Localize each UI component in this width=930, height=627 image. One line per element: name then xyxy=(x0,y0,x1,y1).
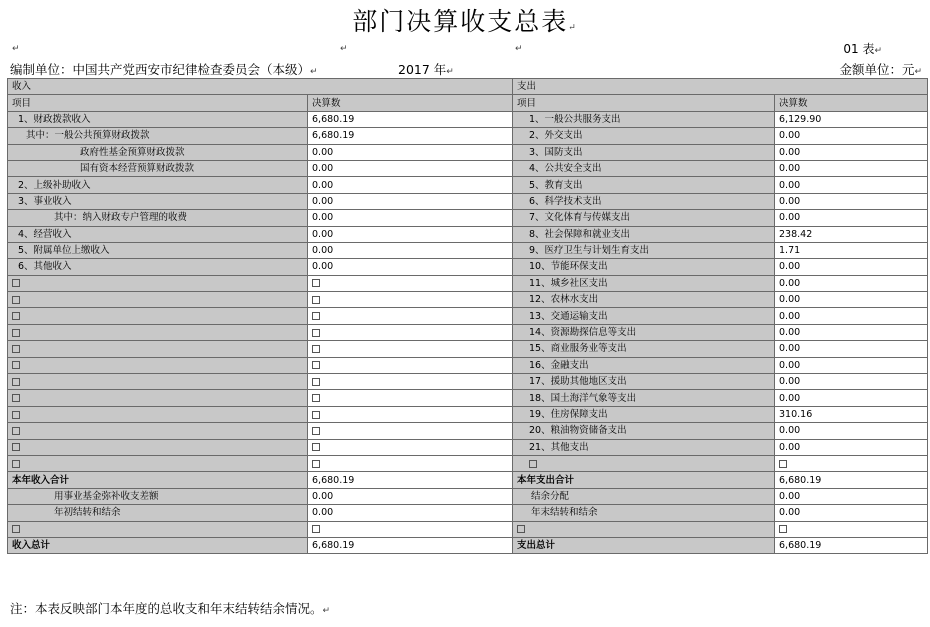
expense-item: 11、城乡社区支出 xyxy=(513,275,775,291)
table-row xyxy=(8,374,928,390)
income-amount: 0.00 xyxy=(308,193,513,209)
empty-cell xyxy=(308,423,513,439)
income-item: 国有资本经营预算财政拨款 xyxy=(8,160,308,176)
expense-item: 21、其他支出 xyxy=(513,439,775,455)
expense-item: 15、商业服务业等支出 xyxy=(513,341,775,357)
income-item: 5、附属单位上缴收入 xyxy=(8,242,308,258)
expense-item: 16、金融支出 xyxy=(513,357,775,373)
expense-item: 17、援助其他地区支出 xyxy=(513,374,775,390)
total-row xyxy=(8,472,928,488)
table-row xyxy=(8,226,928,242)
empty-cell xyxy=(8,455,308,471)
paragraph-mark: ↵ xyxy=(12,44,20,54)
empty-cell xyxy=(308,374,513,390)
opening-balance: 0.00 xyxy=(308,505,513,521)
empty-cell xyxy=(775,455,928,471)
expense-header: 支出 xyxy=(513,79,928,95)
table-row xyxy=(8,193,928,209)
col-item-income: 项目 xyxy=(8,95,308,111)
expense-amount: 0.00 xyxy=(775,259,928,275)
expense-item: 4、公共安全支出 xyxy=(513,160,775,176)
org-label: 编制单位：中国共产党西安市纪律检查委员会（本级）↵ xyxy=(10,62,318,77)
table-row xyxy=(8,505,928,521)
empty-cell xyxy=(308,390,513,406)
expense-item: 8、社会保障和就业支出 xyxy=(513,226,775,242)
income-amount: 0.00 xyxy=(308,210,513,226)
col-amount-expense: 决算数 xyxy=(775,95,928,111)
empty-cell xyxy=(8,423,308,439)
expense-amount: 0.00 xyxy=(775,341,928,357)
expense-amount: 238.42 xyxy=(775,226,928,242)
expense-amount: 1.71 xyxy=(775,242,928,258)
table-row xyxy=(8,406,928,422)
surplus-alloc: 0.00 xyxy=(775,488,928,504)
table-row xyxy=(8,292,928,308)
table-row xyxy=(8,423,928,439)
paragraph-mark: ↵ xyxy=(515,44,523,54)
table-row xyxy=(8,488,928,504)
expense-item: 9、医疗卫生与计划生育支出 xyxy=(513,242,775,258)
income-item: 其中：纳入财政专户管理的收费 xyxy=(8,210,308,226)
empty-cell xyxy=(513,521,775,537)
table-row xyxy=(8,357,928,373)
empty-cell xyxy=(308,406,513,422)
empty-cell xyxy=(8,341,308,357)
expense-item: 14、资源勘探信息等支出 xyxy=(513,324,775,340)
expense-item: 18、国土海洋气象等支出 xyxy=(513,390,775,406)
expense-amount: 0.00 xyxy=(775,374,928,390)
expense-amount: 0.00 xyxy=(775,193,928,209)
empty-cell xyxy=(308,292,513,308)
income-item: 3、事业收入 xyxy=(8,193,308,209)
expense-amount: 0.00 xyxy=(775,390,928,406)
expense-amount: 0.00 xyxy=(775,357,928,373)
paragraph-mark: ↵ xyxy=(340,44,348,54)
table-row xyxy=(8,160,928,176)
empty-cell xyxy=(308,308,513,324)
closing-balance: 0.00 xyxy=(775,505,928,521)
empty-cell xyxy=(513,455,775,471)
expense-amount: 0.00 xyxy=(775,292,928,308)
income-amount: 0.00 xyxy=(308,160,513,176)
expense-amount: 310.16 xyxy=(775,406,928,422)
column-header-row xyxy=(8,95,928,111)
expense-amount: 0.00 xyxy=(775,275,928,291)
table-row xyxy=(8,324,928,340)
expense-amount: 0.00 xyxy=(775,144,928,160)
expense-grand-label: 支出总计 xyxy=(513,537,775,553)
expense-amount: 0.00 xyxy=(775,308,928,324)
income-grand: 6,680.19 xyxy=(308,537,513,553)
empty-cell xyxy=(8,308,308,324)
expense-amount: 0.00 xyxy=(775,160,928,176)
income-grand-label: 收入总计 xyxy=(8,537,308,553)
income-amount: 6,680.19 xyxy=(308,128,513,144)
expense-amount: 0.00 xyxy=(775,210,928,226)
expense-item: 20、粮油物资储备支出 xyxy=(513,423,775,439)
expense-total-label: 本年支出合计 xyxy=(513,472,775,488)
grand-total-row xyxy=(8,537,928,553)
income-amount: 0.00 xyxy=(308,259,513,275)
empty-cell xyxy=(8,324,308,340)
table-row xyxy=(8,210,928,226)
table-row xyxy=(8,275,928,291)
income-item: 4、经营收入 xyxy=(8,226,308,242)
expense-amount: 6,129.90 xyxy=(775,111,928,127)
empty-cell xyxy=(8,439,308,455)
expense-item: 12、农林水支出 xyxy=(513,292,775,308)
footnote: 注：本表反映部门本年度的总收支和年末结转结余情况。↵ xyxy=(10,601,331,616)
empty-cell xyxy=(308,324,513,340)
unit-label: 金额单位：元↵ xyxy=(839,62,922,77)
header-info-line xyxy=(10,60,928,78)
table-row xyxy=(8,144,928,160)
expense-item: 7、文化体育与传媒支出 xyxy=(513,210,775,226)
table-row xyxy=(8,111,928,127)
table-row xyxy=(8,128,928,144)
expense-amount: 0.00 xyxy=(775,423,928,439)
expense-item: 1、一般公共服务支出 xyxy=(513,111,775,127)
table-row xyxy=(8,308,928,324)
budget-table xyxy=(7,78,928,554)
year-label: 2017 年↵ xyxy=(398,62,454,77)
expense-item: 19、住房保障支出 xyxy=(513,406,775,422)
fund-gap: 0.00 xyxy=(308,488,513,504)
expense-item: 6、科学技术支出 xyxy=(513,193,775,209)
expense-item: 10、节能环保支出 xyxy=(513,259,775,275)
income-item: 2、上级补助收入 xyxy=(8,177,308,193)
table-row xyxy=(8,259,928,275)
income-amount: 6,680.19 xyxy=(308,111,513,127)
income-total: 6,680.19 xyxy=(308,472,513,488)
expense-total: 6,680.19 xyxy=(775,472,928,488)
table-row xyxy=(8,455,928,471)
empty-cell xyxy=(308,439,513,455)
table-row xyxy=(8,341,928,357)
col-item-expense: 项目 xyxy=(513,95,775,111)
income-total-label: 本年收入合计 xyxy=(8,472,308,488)
income-amount: 0.00 xyxy=(308,226,513,242)
empty-cell xyxy=(308,455,513,471)
closing-balance-label: 年末结转和结余 xyxy=(513,505,775,521)
empty-cell xyxy=(775,521,928,537)
income-amount: 0.00 xyxy=(308,144,513,160)
income-item: 6、其他收入 xyxy=(8,259,308,275)
income-item: 其中：一般公共预算财政拨款 xyxy=(8,128,308,144)
empty-cell xyxy=(308,357,513,373)
table-row xyxy=(8,439,928,455)
expense-amount: 0.00 xyxy=(775,128,928,144)
expense-amount: 0.00 xyxy=(775,439,928,455)
opening-balance-label: 年初结转和结余 xyxy=(8,505,308,521)
income-item: 政府性基金预算财政拨款 xyxy=(8,144,308,160)
empty-cell xyxy=(8,521,308,537)
expense-item: 13、交通运输支出 xyxy=(513,308,775,324)
expense-amount: 0.00 xyxy=(775,177,928,193)
empty-cell xyxy=(8,390,308,406)
empty-cell xyxy=(8,357,308,373)
page-title: 部门决算收支总表↵ xyxy=(352,7,578,36)
expense-item: 5、教育支出 xyxy=(513,177,775,193)
fund-gap-label: 用事业基金弥补收支差额 xyxy=(8,488,308,504)
empty-cell xyxy=(308,341,513,357)
col-amount-income: 决算数 xyxy=(308,95,513,111)
table-row xyxy=(8,390,928,406)
expense-item: 3、国防支出 xyxy=(513,144,775,160)
expense-item: 2、外交支出 xyxy=(513,128,775,144)
table-row xyxy=(8,177,928,193)
empty-cell xyxy=(8,275,308,291)
income-header: 收入 xyxy=(8,79,513,95)
empty-cell xyxy=(308,521,513,537)
section-header-row xyxy=(8,79,928,95)
income-amount: 0.00 xyxy=(308,242,513,258)
empty-cell xyxy=(8,374,308,390)
expense-grand: 6,680.19 xyxy=(775,537,928,553)
table-row xyxy=(8,521,928,537)
sheet-number: 01 表↵ xyxy=(843,42,882,56)
empty-cell xyxy=(8,292,308,308)
table-row xyxy=(8,242,928,258)
surplus-alloc-label: 结余分配 xyxy=(513,488,775,504)
empty-cell xyxy=(8,406,308,422)
income-amount: 0.00 xyxy=(308,177,513,193)
expense-amount: 0.00 xyxy=(775,324,928,340)
empty-cell xyxy=(308,275,513,291)
income-item: 1、财政拨款收入 xyxy=(8,111,308,127)
